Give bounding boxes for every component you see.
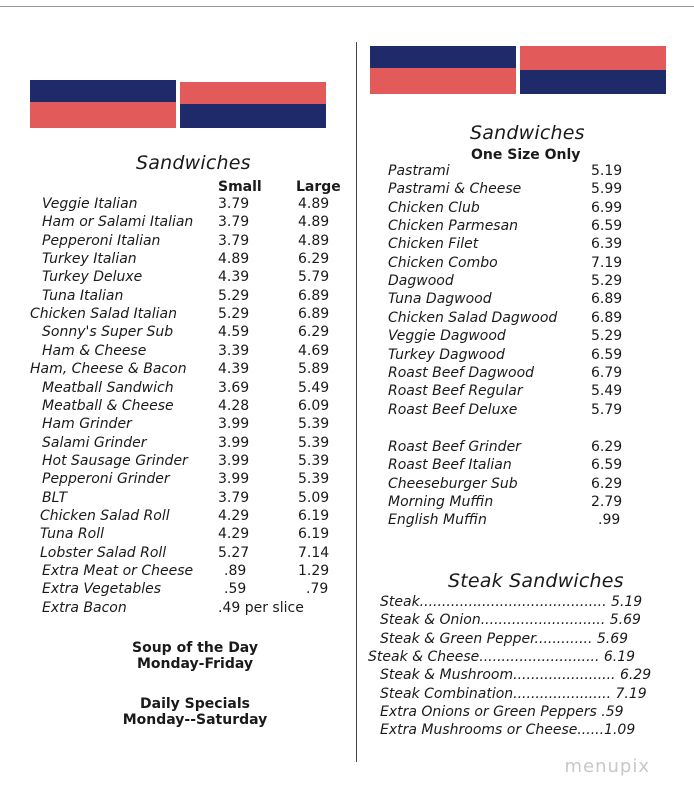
left-item-small-price: 3.39 xyxy=(218,342,250,359)
left-item-name: Tuna Italian xyxy=(42,287,124,304)
right-item-price: 6.89 xyxy=(591,309,623,326)
left-item-small-price: .49 per slice xyxy=(218,599,304,616)
right-item-price: 6.79 xyxy=(591,364,623,381)
right-section-title: Sandwiches xyxy=(470,122,585,144)
left-item-name: Lobster Salad Roll xyxy=(40,544,167,561)
left-item-name: Tuna Roll xyxy=(40,526,104,543)
right-item-name: English Muffin xyxy=(388,512,487,529)
right-item-name: Chicken Parmesan xyxy=(388,218,519,235)
right-item-price: 6.39 xyxy=(591,236,623,253)
left-item-name: Chicken Salad Roll xyxy=(40,507,170,524)
left-item-small-price: 3.79 xyxy=(218,489,250,506)
right-item-price: 5.29 xyxy=(591,273,623,290)
right-item-price: 2.79 xyxy=(591,494,623,511)
left-item-small-price: 5.29 xyxy=(218,306,250,323)
left-item-small-price: .59 xyxy=(224,581,247,598)
left-item-small-price: 3.99 xyxy=(218,471,250,488)
left-item-name: Salami Grinder xyxy=(42,434,147,451)
daily-specials xyxy=(110,696,280,728)
steak-section-title: Steak Sandwiches xyxy=(448,570,624,592)
left-item-large-price: 5.39 xyxy=(298,434,330,451)
steak-item: Steak & Onion............................ 5.69 xyxy=(380,612,641,629)
left-item-small-price: 3.69 xyxy=(218,379,250,396)
left-item-small-price: 4.29 xyxy=(218,507,250,524)
left-item-large-price: .79 xyxy=(306,581,329,598)
right-item-name: Pastrami xyxy=(388,163,450,179)
right-item-name: Roast Beef Dagwood xyxy=(388,364,535,381)
page-top-border xyxy=(0,6,694,7)
right-item-price: 6.99 xyxy=(591,199,623,216)
right-item-name: Chicken Salad Dagwood xyxy=(388,309,558,326)
large-column-header: Large xyxy=(296,179,341,195)
left-item-large-price: 4.69 xyxy=(298,342,330,359)
left-item-small-price: 5.29 xyxy=(218,287,250,304)
left-item-name: Extra Meat or Cheese xyxy=(42,563,194,579)
left-item-name: Turkey Deluxe xyxy=(42,269,143,286)
steak-item: Steak & Mushroom....................... 6.29 xyxy=(380,667,652,684)
left-item-small-price: 3.79 xyxy=(218,232,250,249)
right-item-price: 5.29 xyxy=(591,328,623,345)
right-item-name: Roast Beef Regular xyxy=(388,383,523,400)
right-item-name: Chicken Club xyxy=(388,199,480,216)
soup-of-the-day xyxy=(110,640,280,672)
left-item-large-price: 1.29 xyxy=(298,563,330,579)
right-item-price: 7.19 xyxy=(591,254,623,271)
left-item-name: Chicken Salad Italian xyxy=(30,306,177,323)
steak-item: Extra Mushrooms or Cheese......1.09 xyxy=(380,722,636,739)
left-item-name: BLT xyxy=(42,489,68,506)
left-item-name: Veggie Italian xyxy=(42,196,138,212)
right-item-price: .99 xyxy=(598,512,621,529)
left-item-small-price: 3.99 xyxy=(218,434,250,451)
left-item-large-price: 7.14 xyxy=(298,544,330,561)
left-item-name: Ham & Cheese xyxy=(42,342,147,359)
left-item-large-price: 4.89 xyxy=(298,232,330,249)
left-item-large-price: 5.39 xyxy=(298,452,330,469)
steak-item: Steak.......................................... 5.19 xyxy=(380,594,643,610)
left-item-name: Meatball & Cheese xyxy=(42,397,174,414)
column-divider xyxy=(356,42,357,762)
left-item-small-price: 3.99 xyxy=(218,452,250,469)
left-item-large-price: 6.19 xyxy=(298,526,330,543)
left-item-large-price: 6.19 xyxy=(298,507,330,524)
right-item-name: Veggie Dagwood xyxy=(388,328,506,345)
left-item-name: Meatball Sandwich xyxy=(42,379,174,396)
left-item-small-price: .89 xyxy=(224,563,247,579)
left-item-large-price: 6.89 xyxy=(298,306,330,323)
right-item-price: 6.59 xyxy=(591,457,623,474)
right-item-price: 5.49 xyxy=(591,383,623,400)
right-item-price: 6.29 xyxy=(591,439,623,455)
left-item-name: Turkey Italian xyxy=(42,251,137,268)
left-item-large-price: 6.29 xyxy=(298,324,330,341)
menupix-watermark: menupix xyxy=(564,756,650,777)
left-item-small-price: 4.28 xyxy=(218,397,250,414)
left-item-large-price: 5.39 xyxy=(298,416,330,433)
left-item-small-price: 3.79 xyxy=(218,214,250,231)
right-item-name: Chicken Filet xyxy=(388,236,479,253)
left-item-large-price: 6.09 xyxy=(298,397,330,414)
right-item-price: 6.59 xyxy=(591,218,623,235)
right-item-name: Cheeseburger Sub xyxy=(388,475,518,492)
small-column-header: Small xyxy=(218,179,262,195)
left-item-small-price: 4.89 xyxy=(218,251,250,268)
specials-line-2: Monday--Saturday xyxy=(122,712,268,728)
left-item-name: Pepperoni Italian xyxy=(42,232,161,249)
left-item-large-price: 4.89 xyxy=(298,196,330,212)
left-item-name: Sonny's Super Sub xyxy=(42,324,174,341)
right-item-price: 5.19 xyxy=(591,163,623,179)
left-item-small-price: 4.59 xyxy=(218,324,250,341)
left-item-name: Ham Grinder xyxy=(42,416,132,433)
left-item-name: Hot Sausage Grinder xyxy=(42,452,188,469)
right-item-name: Tuna Dagwood xyxy=(388,291,492,308)
right-item-price: 6.59 xyxy=(591,346,623,363)
left-item-large-price: 4.89 xyxy=(298,214,330,231)
right-item-name: Morning Muffin xyxy=(388,494,494,511)
right-item-name: Turkey Dagwood xyxy=(388,346,505,363)
steak-item: Steak Combination...................... 7.19 xyxy=(380,685,647,702)
left-item-large-price: 5.89 xyxy=(298,361,330,378)
left-item-name: Ham or Salami Italian xyxy=(42,214,194,231)
right-item-name: Roast Beef Deluxe xyxy=(388,401,518,418)
left-item-name: Ham, Cheese & Bacon xyxy=(30,361,187,378)
left-flag-banner xyxy=(30,80,326,128)
left-item-small-price: 3.99 xyxy=(218,416,250,433)
steak-item: Steak & Cheese........................... 6.19 xyxy=(368,648,636,665)
left-item-small-price: 3.79 xyxy=(218,196,250,212)
left-item-name: Extra Vegetables xyxy=(42,581,162,598)
left-item-large-price: 5.09 xyxy=(298,489,330,506)
left-item-name: Pepperoni Grinder xyxy=(42,471,170,488)
left-item-large-price: 5.49 xyxy=(298,379,330,396)
right-flag-banner xyxy=(370,46,666,94)
right-section-subtitle: One Size Only xyxy=(471,147,581,163)
left-item-large-price: 5.79 xyxy=(298,269,330,286)
right-item-price: 6.89 xyxy=(591,291,623,308)
steak-item: Extra Onions or Green Peppers .59 xyxy=(380,703,624,720)
right-item-price: 6.29 xyxy=(591,475,623,492)
left-item-small-price: 4.29 xyxy=(218,526,250,543)
right-item-name: Dagwood xyxy=(388,273,454,290)
left-item-large-price: 6.89 xyxy=(298,287,330,304)
soup-line-1: Soup of the Day xyxy=(132,640,258,656)
steak-item: Steak & Green Pepper............. 5.69 xyxy=(380,630,629,647)
right-item-name: Pastrami & Cheese xyxy=(388,181,522,198)
right-item-name: Chicken Combo xyxy=(388,254,498,271)
left-item-small-price: 4.39 xyxy=(218,269,250,286)
left-item-name: Extra Bacon xyxy=(42,599,127,616)
right-item-name: Roast Beef Italian xyxy=(388,457,512,474)
soup-line-2: Monday-Friday xyxy=(136,656,254,672)
left-item-large-price: 6.29 xyxy=(298,251,330,268)
left-item-small-price: 4.39 xyxy=(218,361,250,378)
right-item-price: 5.99 xyxy=(591,181,623,198)
left-item-large-price: 5.39 xyxy=(298,471,330,488)
specials-line-1: Daily Specials xyxy=(140,696,250,712)
left-item-small-price: 5.27 xyxy=(218,544,250,561)
right-item-name: Roast Beef Grinder xyxy=(388,439,521,455)
right-item-price: 5.79 xyxy=(591,401,623,418)
left-section-title: Sandwiches xyxy=(136,152,251,174)
